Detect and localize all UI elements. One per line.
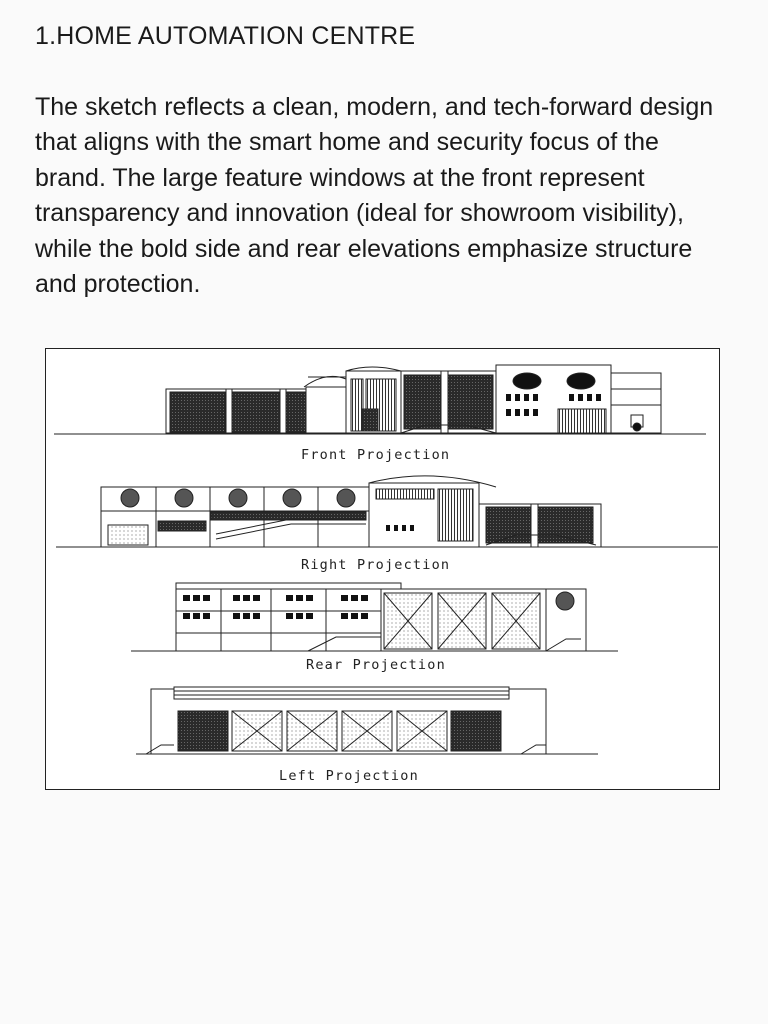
rear-elevation — [131, 583, 618, 651]
front-elevation — [54, 365, 706, 434]
elevation-drawings-figure — [45, 348, 720, 790]
rear-projection-caption: Rear Projection — [306, 657, 446, 673]
description-paragraph: The sketch reflects a clean, modern, and tech-forward design that aligns with the smart home and security focus of the brand. The large feature windows at the front represent transparency and innovation (ideal for showroom visibility), while the bold side and rear elevations emphasize structure and protection. — [35, 93, 714, 299]
right-projection-caption: Right Projection — [301, 557, 451, 573]
section-heading: 1.HOME AUTOMATION CENTRE — [35, 22, 416, 50]
left-elevation — [136, 687, 598, 754]
elevation-drawings-svg — [46, 349, 721, 791]
rear-cross-panels — [384, 593, 540, 649]
front-projection-caption: Front Projection — [301, 447, 451, 463]
right-elevation — [56, 476, 718, 547]
left-projection-caption: Left Projection — [279, 768, 419, 784]
